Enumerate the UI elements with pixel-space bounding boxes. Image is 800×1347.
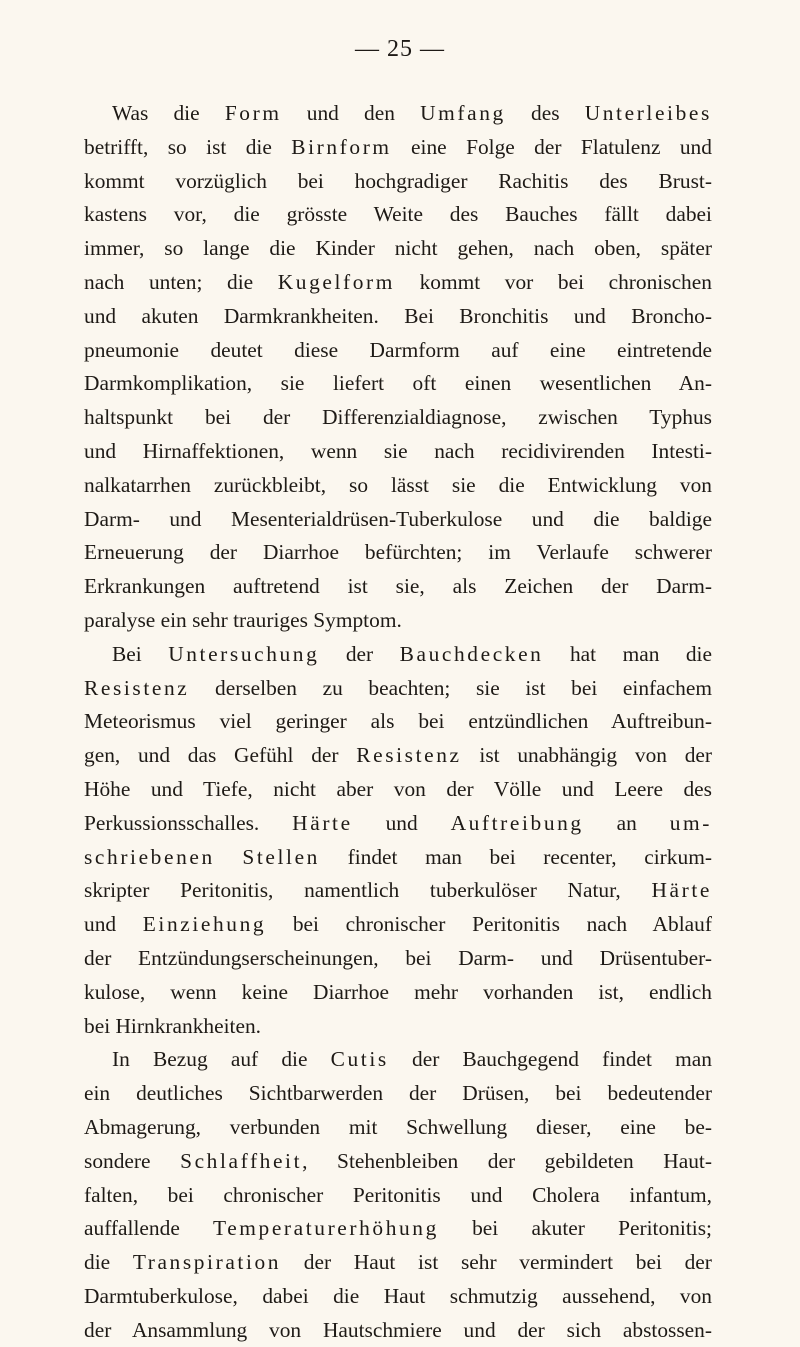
text-line: und akuten Darmkrankheiten. Bei Bronchitis und Broncho-	[84, 303, 712, 328]
text-line: skripter Peritonitis, namentlich tuberkulöser Natur, Härte	[84, 878, 712, 903]
text-line: der Entzündungserscheinungen, bei Darm- und Drüsentuber-	[84, 945, 712, 970]
text-line: nach unten; die Kugelform kommt vor bei chronischen	[84, 269, 712, 294]
text-line: immer, so lange die Kinder nicht gehen, nach oben, später	[84, 236, 712, 261]
text-line: Was die Form und den Umfang des Unterleibes	[112, 101, 712, 125]
text-line: schriebenen Stellen findet man bei recenter, cirkum-	[84, 844, 712, 869]
text-line: bei Hirnkrankheiten.	[84, 1013, 262, 1038]
body-text	[84, 97, 712, 1347]
text-line: Erkrankungen auftretend ist sie, als Zeichen der Darm-	[84, 574, 712, 599]
text-line: Resistenz derselben zu beachten; sie ist bei einfachem	[84, 675, 712, 700]
text-line: die Transpiration der Haut ist sehr vermindert bei der	[84, 1250, 712, 1275]
text-line: pneumonie deutet diese Darmform auf eine eintretende	[84, 337, 712, 362]
text-line: der Ansammlung von Hautschmiere und der sich abstossen-	[84, 1317, 712, 1342]
text-line: Höhe und Tiefe, nicht aber von der Völle und Leere des	[84, 776, 712, 801]
text-line: nalkatarrhen zurückbleibt, so lässt sie die Entwicklung von	[84, 472, 712, 497]
text-line: und Hirnaffektionen, wenn sie nach recidivirenden Intesti-	[84, 438, 712, 463]
text-line: paralyse ein sehr trauriges Symptom.	[84, 607, 402, 632]
text-line: kommt vorzüglich bei hochgradiger Rachitis des Brust-	[84, 168, 712, 193]
text-line: Darmkomplikation, sie liefert oft einen wesentlichen An-	[84, 371, 712, 396]
text-line: ein deutliches Sichtbarwerden der Drüsen, bei bedeutender	[84, 1081, 712, 1106]
text-line: Darm- und Mesenterialdrüsen-Tuberkulose und die baldige	[84, 506, 712, 531]
page-number: — 25 —	[355, 36, 445, 62]
text-line: Abmagerung, verbunden mit Schwellung dieser, eine be-	[84, 1114, 712, 1139]
text-line: Erneuerung der Diarrhoe befürchten; im Verlaufe schwerer	[84, 540, 712, 565]
text-line: haltspunkt bei der Differenzialdiagnose, zwischen Typhus	[84, 405, 712, 430]
text-line: Perkussionsschalles. Härte und Auftreibung an um-	[84, 810, 712, 835]
text-line: Meteorismus viel geringer als bei entzündlichen Auftreibun-	[84, 709, 712, 734]
text-line: gen, und das Gefühl der Resistenz ist unabhängig von der	[84, 743, 713, 768]
text-line: Bei Untersuchung der Bauchdecken hat man die	[112, 641, 712, 666]
text-line: Darmtuberkulose, dabei die Haut schmutzig aussehend, von	[84, 1283, 712, 1308]
text-line: sondere Schlaffheit, Stehenbleiben der gebildeten Haut-	[84, 1148, 713, 1173]
text-line: und Einziehung bei chronischer Peritonitis nach Ablauf	[84, 912, 712, 937]
text-line: kastens vor, die grösste Weite des Bauches fällt dabei	[84, 202, 712, 227]
text-line: kulose, wenn keine Diarrhoe mehr vorhanden ist, endlich	[84, 979, 712, 1004]
text-line: betrifft, so ist die Birnform eine Folge der Flatulenz und	[84, 134, 712, 159]
text-line: auffallende Temperaturerhöhung bei akuter Peritonitis;	[84, 1216, 712, 1241]
text-line: In Bezug auf die Cutis der Bauchgegend findet man	[112, 1047, 712, 1072]
text-line: falten, bei chronischer Peritonitis und Cholera infantum,	[84, 1182, 712, 1207]
